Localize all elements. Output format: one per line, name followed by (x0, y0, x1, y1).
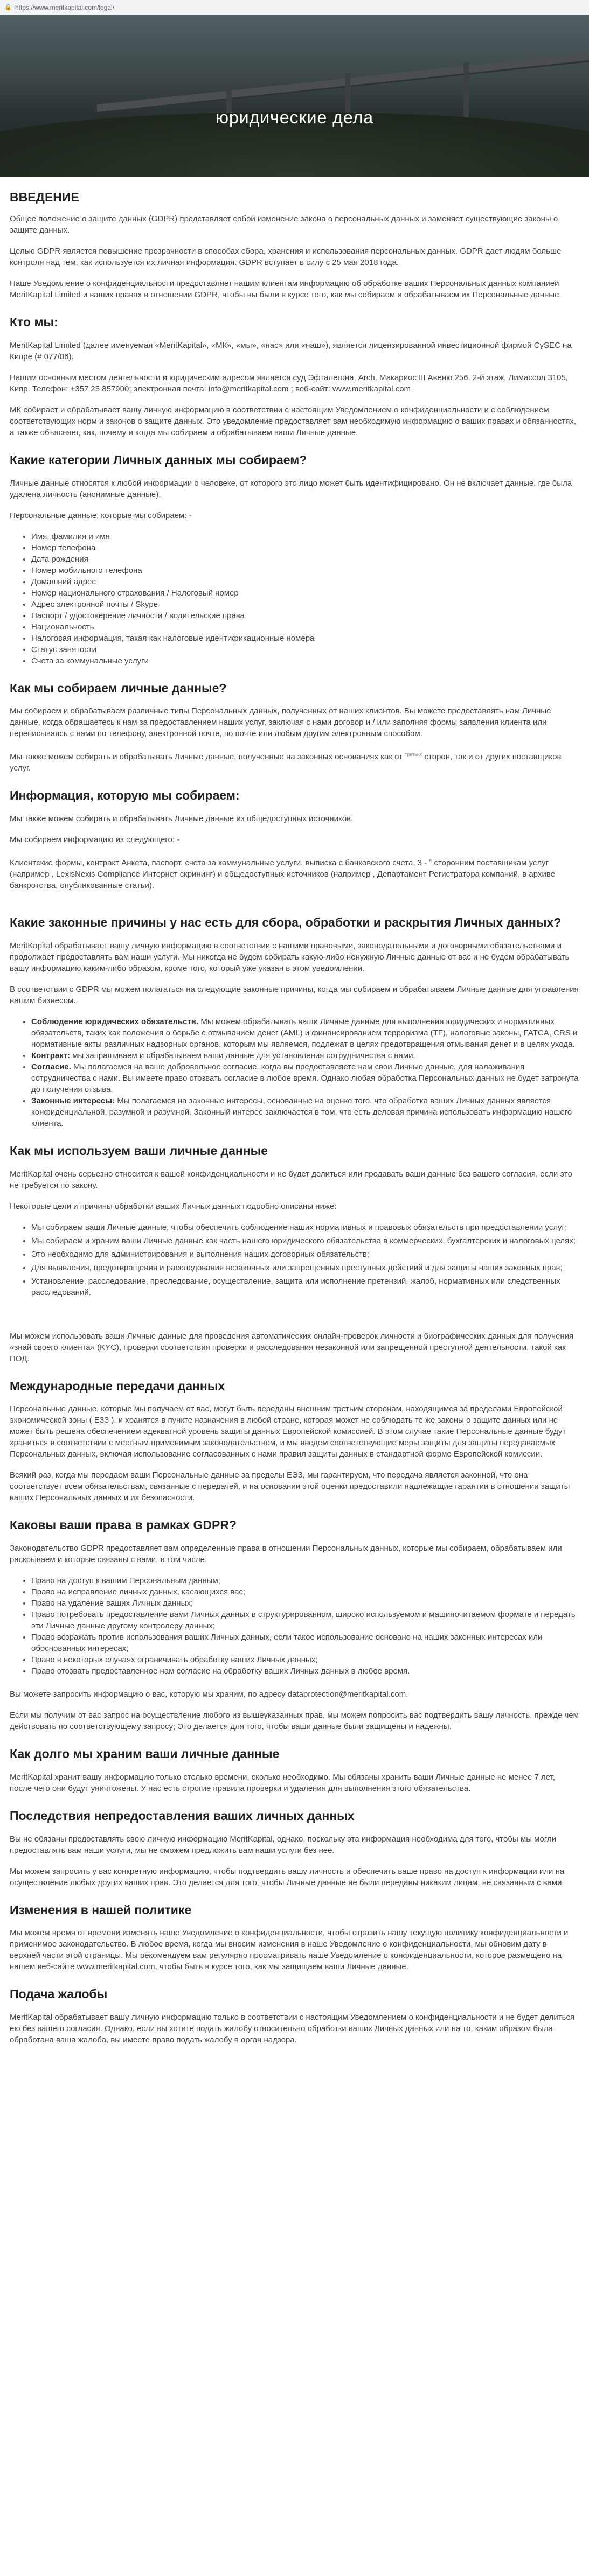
paragraph: MeritKapital Limited (далее именуемая «MeritKapital», «МК», «мы», «нас» или «наш»), является лицензированной инвестиционной фирмой CySEC на Кипре (# 077/06). (10, 340, 572, 361)
list-item: • Право отозвать предоставленное нам согласие на обработку ваших Личных данных в любое время. (31, 1665, 579, 1677)
bullet-list (10, 1016, 579, 1129)
section-heading: Какие законные причины у нас есть для сбора, обработки и раскрытия Личных данных? (10, 915, 562, 929)
bridge-graphic (97, 53, 589, 112)
list-item-text: Мы полагаемся на законные интересы, основанные на оценке того, что обработка ваших Личных данных является конфиденциальной, разумной и разумной. Законный интерес заключается в том, что есть деловая причина использовать информацию нашего клиента. (31, 1096, 572, 1128)
list-item: • Национальность (31, 621, 579, 633)
list-item-term: Согласие. (31, 1062, 71, 1072)
text-fragment: сторон, так и от других поставщиков услуг. (10, 752, 562, 773)
list-item (31, 1016, 579, 1050)
list-item: • Домашний адрес (31, 576, 579, 587)
list-item: • Это необходимо для администрирования и выполнения наших договорных обязательств; (31, 1249, 579, 1260)
list-item: • Право в некоторых случаях ограничивать обработку ваших Личных данных; (31, 1654, 579, 1665)
list-item: • Паспорт / удостоверение личности / водительские права (31, 610, 579, 621)
list-item (31, 1095, 579, 1129)
lock-icon: 🔒 (4, 4, 12, 11)
list-item: • Право на исправление личных данных, касающихся вас; (31, 1586, 579, 1598)
paragraph: Персональные данные, которые мы собираем: - (10, 510, 192, 520)
bullet-list (10, 531, 579, 667)
list-item: • Для выявления, предотвращения и расследования незаконных или запрещенных преступных действий и для защиты наших законных прав; (31, 1262, 579, 1273)
paragraph: Мы можем запросить у вас конкретную информацию, чтобы подтвердить вашу личность и обеспечить ваше право на доступ к информации или на осуществление любых других ваших прав. Это делается для того, чтобы Личные данные не были переданы никаким лицам, не связанным с вами. (10, 1866, 565, 1887)
list-item: • Право на удаление ваших Личных данных; (31, 1598, 579, 1609)
list-item: • Мы собираем ваши Личные данные, чтобы обеспечить соблюдение наших нормативных и правовых обязательств при предоставлении услуг; (31, 1222, 579, 1233)
list-item: • Имя, фамилия и имя (31, 531, 579, 542)
section-heading: Как мы собираем личные данные? (10, 681, 227, 695)
paragraph (10, 749, 579, 774)
paragraph: Всякий раз, когда мы передаем ваши Персональные данные за пределы ЕЭЗ, мы гарантируем, что передача является законной, что она соответствует всем обязательствам, связанные с передачей, и на основании этой оценки предоставили надлежащие гарантии в отношении защиты ваших Персональных данных и их безопасности. (10, 1471, 570, 1503)
paragraph: Целью GDPR является повышение прозрачности в способах сбора, хранения и использования персональных данных. GDPR дает людям больше контроля над тем, как используется их личная информация. GDPR вступает в силу с 25 мая 2018 года. (10, 247, 562, 267)
list-item: • Дата рождения (31, 554, 579, 565)
paragraph: MeritKapital обрабатывает вашу личную информацию только в соответствии с настоящим Уведомлением о конфиденциальности и не будет делиться ею без вашего согласия. Однако, если вы хотите подать жалобу относительно обработки ваших Личных данных или на то, каким образом была обработана ваша жалоба, вы имеете право подать жалобу в орган надзора. (10, 2013, 575, 2045)
superscript: е (429, 858, 432, 863)
paragraph: Нашим основным местом деятельности и юридическим адресом является сyд Эфталегона, Arch. Макариос III Авеню 256, 2-й этаж, Лимассол 3105, Кипр. Телефон: +357 25 857900; электронная почта: info@meritkapital.com ; веб-сайт: www.meritkapital.com (10, 373, 569, 394)
paragraph: Вы можете запросить информацию о вас, которую мы храним, по адресу dataprotection@meritkapital.com. (10, 1690, 408, 1699)
paragraph: MeritKapital хранит вашу информацию только столько времени, сколько необходимо. Мы обязаны хранить ваши Личные данные не менее 7 лет, после чего они будут уничтожены. У нас есть строгие правила проверки и удаления для выполнения этого обязательства. (10, 1772, 555, 1793)
paragraph: В соответствии с GDPR мы можем полагаться на следующие законные причины, когда мы собираем и обрабатываем Личные данные для управления нашим бизнесом. (10, 984, 579, 1005)
paragraph: Законодательство GDPR предоставляет вам определенные права в отношении Персональных данных, которые мы собираем, обрабатываем или раскрываем и которые связаны с вами, в том числе: (10, 1544, 562, 1564)
main-content (0, 177, 589, 2046)
paragraph: MeritKapital очень серьезно относится к вашей конфиденциальности и не будет делиться или продавать ваши данные без вашего согласия, если это не требуется по закону. (10, 1169, 572, 1190)
section-heading: Подача жалобы (10, 1987, 108, 2001)
bullet-list (10, 1575, 579, 1677)
paragraph: Личные данные относятся к любой информации о человеке, от которого это лицо может быть идентифицировано. Он не включает данные, где была удалена личность (анонимные данные). (10, 478, 572, 499)
list-item-term: Законные интересы: (31, 1096, 115, 1105)
superscript: третьих (405, 752, 422, 758)
paragraph: Мы можем использовать ваши Личные данные для проведения автоматических онлайн-проверок личности и биографических данных для получения «знай своего клиента» (KYC), проверки соответствия проверки и расследования незаконной или запрещенной преступной деятельности, такой как ПОД. (10, 1331, 574, 1363)
browser-address-bar[interactable] (0, 0, 589, 15)
hero-banner (0, 15, 589, 177)
section-heading: ВВЕДЕНИЕ (10, 190, 79, 204)
list-item: • Налоговая информация, такая как налоговые идентификационные номера (31, 633, 579, 644)
section-heading: Изменения в нашей политике (10, 1902, 192, 1917)
url-text[interactable]: https://www.meritkapital.com/legal/ (15, 3, 115, 11)
text-fragment: сторонним поставщикам услуг (например , LexisNexis Compliance Интернет скрининг) и общедоступных источников (например , Департамент Регистратора компаний, в архиве банкротства, опубликованные статьи). (10, 858, 555, 890)
paragraph: МК собирает и обрабатывает вашу личную информацию в соответствии с настоящим Уведомлением о конфиденциальности и с соблюдением соответствующих норм и законов о защите данных. Это уведомление предоставляет вам необходимую информацию о ваших правах и обязанностях, а также объясняет, как, почему и когда мы собираем и обрабатываем ваши Личные данные. (10, 405, 577, 437)
list-item: • Счета за коммунальные услуги (31, 655, 579, 667)
list-item: • Номер мобильного телефона (31, 565, 579, 576)
list-item: • Право на доступ к вашим Персональным данным; (31, 1575, 579, 1586)
section-heading: Последствия непредоставления ваших личных данных (10, 1808, 355, 1823)
list-item-text: мы запрашиваем и обрабатываем ваши данные для установления сотрудничества с нами. (70, 1051, 415, 1060)
paragraph: Мы собираем информацию из следующего: - (10, 835, 180, 844)
page-title: юридические дела (215, 108, 374, 127)
paragraph: MeritKapital обрабатывает вашу личную информацию в соответствии с нашими правовыми, законодательными и договорными обязательствами и продолжает предоставлять вам наши услуги. Мы никогда не будем собирать какую-либо ненужную Личные данные от вас и не будем обрабатывать вашу информацию каким-либо образом, кроме того, который уже указан в этом уведомлении. (10, 941, 570, 973)
paragraph: Если мы получим от вас запрос на осуществление любого из вышеуказанных прав, мы можем попросить вас подтвердить вашу личность, прежде чем действовать по соответствующему запросу; Это делается для того, чтобы ваши данные были защищены и надежны. (10, 1711, 579, 1731)
list-item: • Право возражать против использования ваших Личных данных, если такое использование основано на наших законных интересах или обоснованных интересах; (31, 1632, 579, 1654)
paragraph: Наше Уведомление о конфиденциальности предоставляет нашим клиентам информацию об обработке ваших Персональных данных компанией MeritKapital Limited и ваших правах в отношении GDPR, чтобы вы были в курсе того, как мы собираем и обрабатываем их Персональные данные. (10, 279, 562, 299)
list-item: • Установление, расследование, преследование, осуществление, защита или исполнение претензий, жалоб, нормативных или следственных расследований. (31, 1276, 579, 1298)
paragraph: Мы собираем и обрабатываем различные типы Персональных данных, полученных от наших клиентов. Вы можете предоставлять нам Личные данные, когда обращаетесь к нам за предоставлением наших услуг, заключая с нами договор и / или заполняя формы заявления клиента или переписываясь с нами по телефону, электронной почте, по почте или любым другим электронным способом. (10, 706, 551, 739)
list-item (31, 1061, 579, 1095)
section-heading: Информация, которую мы собираем: (10, 788, 240, 803)
list-item: • Номер телефона (31, 542, 579, 554)
section-heading: Как долго мы храним ваши личные данные (10, 1747, 280, 1761)
paragraph: Некоторые цели и причины обработки ваших Личных данных подробно описаны ниже: (10, 1201, 337, 1211)
list-item: • Право потребовать предоставление вами Личных данных в структурированном, широко используемом и машиночитаемом формате и передать эти Личные данные другому контролеру данных; (31, 1609, 579, 1632)
list-item-term: Соблюдение юридических обязательств. (31, 1017, 199, 1026)
paragraph (10, 855, 579, 891)
list-item: • Номер национального страхования / Налоговый номер (31, 587, 579, 599)
paragraph: Мы можем время от времени изменять наше Уведомление о конфиденциальности, чтобы отразить нашу текущую политику конфиденциальности и применимое законодательство. В любое время, когда мы вносим изменения в наше Уведомление о конфиденциальности, мы обновим дату в верхней части этой страницы. Мы рекомендуем вам регулярно просматривать наше Уведомление о конфиденциальности, которое размещено на нашем веб-сайте www.meritkapital.com, чтобы быть в курсе того, как мы защищаем ваши Личные данные. (10, 1928, 569, 1972)
text-fragment: Мы также можем собирать и обрабатывать Личные данные, полученные на законных основаниях как от (10, 752, 405, 762)
list-item-term: Контракт: (31, 1051, 71, 1060)
section-heading: Какие категории Личных данных мы собираем? (10, 452, 307, 467)
list-item: • Адрес электронной почты / Skype (31, 599, 579, 610)
text-fragment: Клиентские формы, контракт Анкета, паспорт, счета за коммунальные услуги, выписка с банковского счета, 3 - (10, 858, 429, 867)
paragraph: Вы не обязаны предоставлять свою личную информацию MeritKapital, однако, поскольку эта информация необходима для того, чтобы мы могли предоставлять вам наши услуги, мы не сможем предложить вам наши услуги без нее. (10, 1834, 557, 1855)
list-item-text: Мы полагаемся на ваше добровольное согласие, когда вы предоставляете нам свои Личные данные, для налаживания сотрудничества с нами. Вы имеете право отозвать согласие в любое время. Однако любая обработка Персональных данных не будет затронута до получения отзыва. (31, 1062, 579, 1094)
section-heading: Каковы ваши права в рамках GDPR? (10, 1518, 237, 1532)
paragraph: Общее положение о защите данных (GDPR) представляет собой изменение закона о персональных данных и заменяет существующие законы о защите данных. (10, 214, 558, 235)
bullet-list (10, 1222, 579, 1298)
list-item: • Статус занятости (31, 644, 579, 655)
paragraph: Мы также можем собирать и обрабатывать Личные данные из общедоступных источников. (10, 814, 354, 823)
section-heading: Как мы используем ваши личные данные (10, 1143, 268, 1158)
list-item: • Мы собираем и храним ваши Личные данные как часть нашего юридического обязательства в коммерческих, бухгалтерских и налоговых целях; (31, 1235, 579, 1247)
list-item-text: Мы можем обрабатывать ваши Личные данные для выполнения юридических и нормативных обязательств, таких как положения о борьбе с отмыванием денег (AML) и финансированием терроризма (TF), налоговые законы, FATCA, CRS и нормативные акты различных надзорных органов, которым мы являемся, подлежат в целях предотвращения отмывания денег и в целях ухода. (31, 1017, 578, 1049)
section-heading: Международные передачи данных (10, 1378, 225, 1393)
paragraph: Персональные данные, которые мы получаем от вас, могут быть переданы внешним третьим сторонам, находящимся за пределами Европейской экономической зоны ( E3З ), и хранятся в пункте назначения в любой стране, которая может не соблюдать те же законы о защите данных или не может быть решена обеспечением адекватной уровень защиты данных Европейской комиссией. В этом случае такие Персональные данные будут храниться в соответствии с местным применимым законодательством, и мы введем соответствующие меры защиты для защиты передаваемых Персональных данных, включая использование согласованных с нами правил защиты данных в стандартной форме Европейской комиссии. (10, 1404, 566, 1459)
section-heading: Кто мы: (10, 315, 58, 329)
list-item (31, 1050, 579, 1061)
